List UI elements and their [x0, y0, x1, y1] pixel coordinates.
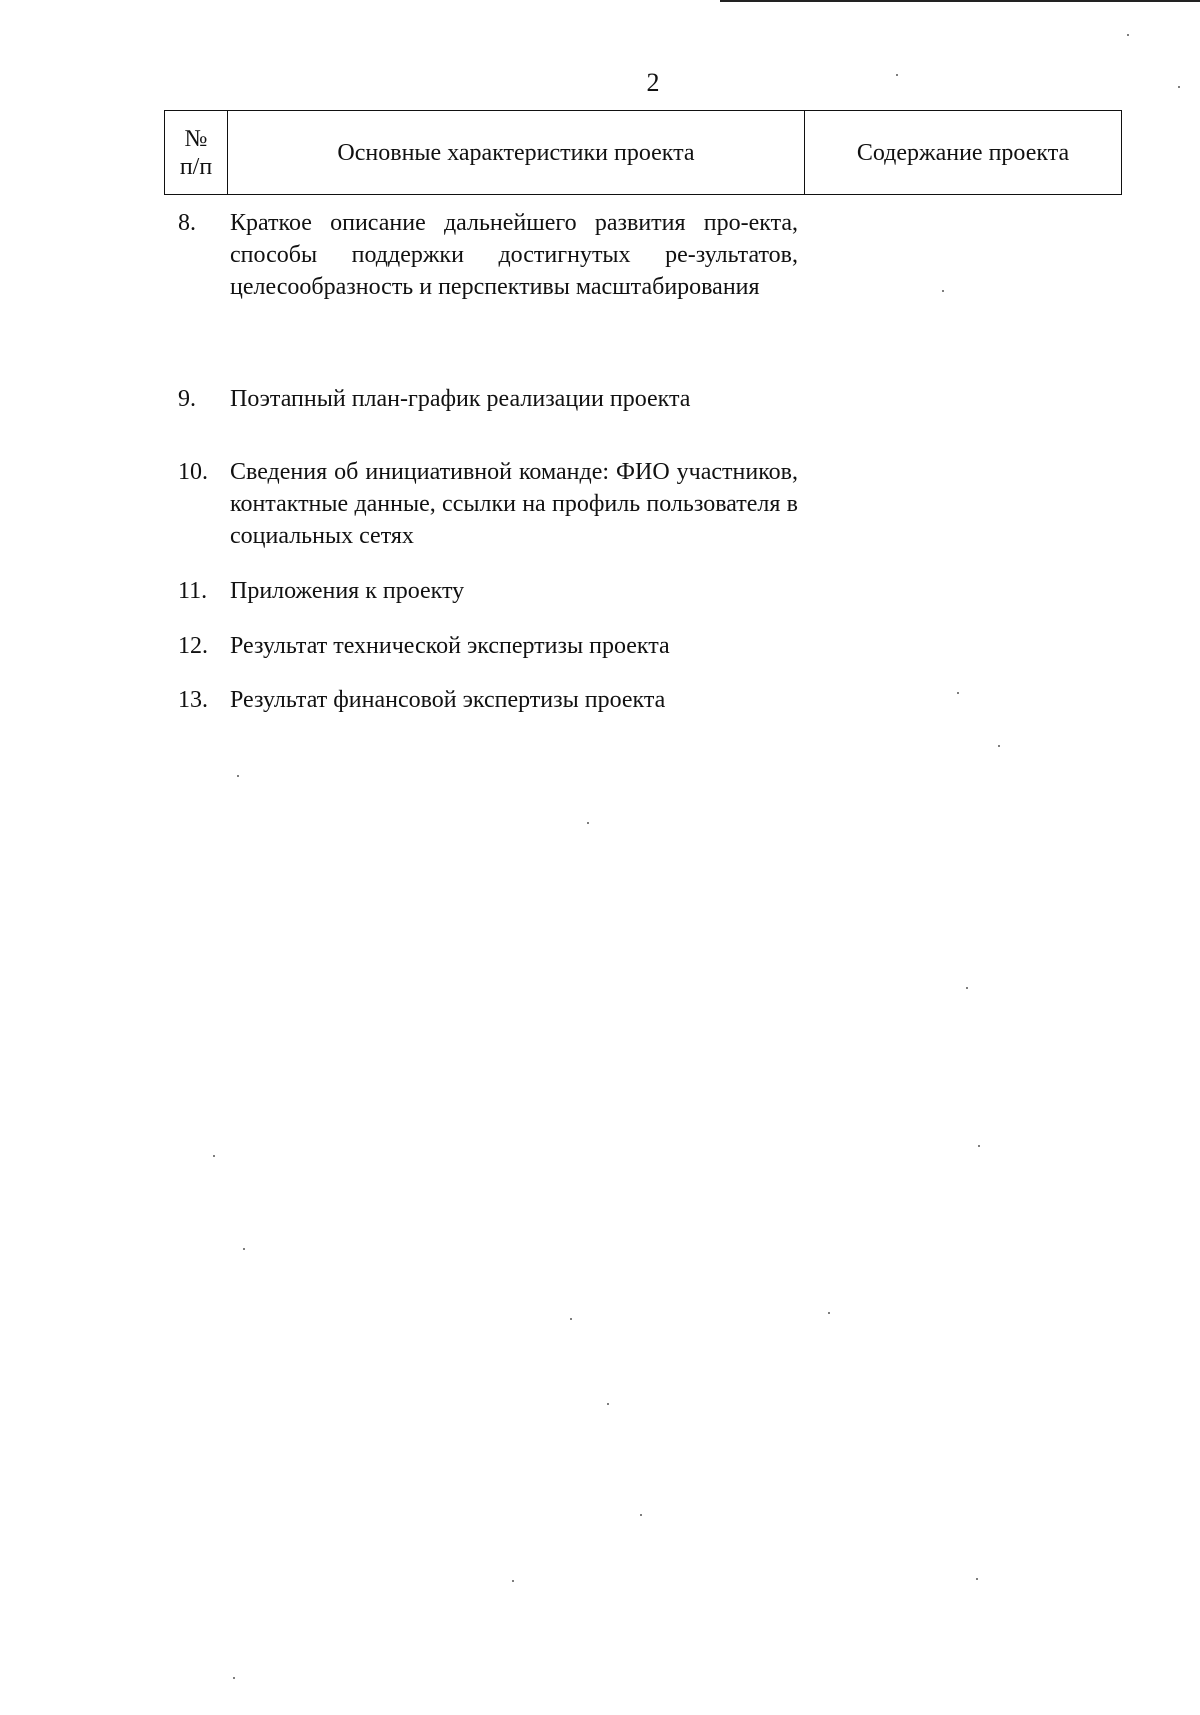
list-item — [178, 383, 798, 415]
header-cell-content: Содержание проекта — [856, 139, 1070, 166]
item-number: 13. — [178, 687, 208, 713]
scan-speck — [1178, 86, 1180, 88]
table-header — [164, 110, 1122, 195]
header-number-abbrev: п/п — [179, 153, 213, 180]
scan-speck — [512, 1580, 514, 1582]
list-item — [178, 630, 798, 662]
scan-top-edge-line — [720, 0, 1200, 2]
scan-speck — [587, 822, 589, 824]
scan-speck — [942, 290, 944, 292]
item-text: Результат финансовой экспертизы проекта — [230, 687, 666, 713]
header-number-symbol: № — [184, 125, 208, 152]
scan-speck — [966, 987, 968, 989]
item-number: 11. — [178, 578, 208, 604]
list-item — [178, 207, 798, 303]
scan-speck — [957, 692, 959, 694]
item-number: 12. — [178, 633, 208, 659]
item-number: 9. — [178, 386, 196, 412]
scan-speck — [998, 745, 1000, 747]
item-text: Поэтапный план-график реализации проекта — [230, 386, 691, 412]
scan-speck — [896, 74, 898, 76]
scan-speck — [570, 1318, 572, 1320]
list-item — [178, 684, 798, 716]
list-item — [178, 575, 798, 607]
header-cell-number — [165, 111, 228, 194]
item-number: 8. — [178, 210, 196, 236]
item-text: Краткое описание дальнейшего развития про-екта, способы поддержки достигнутых ре-зультатов, целесообразность и перспективы масштабирования — [230, 210, 798, 300]
header-cell-characteristics: Основные характеристики проекта — [228, 111, 805, 194]
scan-speck — [607, 1403, 609, 1405]
item-text: Приложения к проекту — [230, 578, 465, 604]
page-number: 2 — [646, 68, 660, 97]
item-number: 10. — [178, 459, 208, 485]
scan-speck — [1127, 34, 1129, 36]
scan-speck — [233, 1677, 235, 1679]
item-text: Результат технической экспертизы проекта — [230, 633, 670, 659]
scan-speck — [243, 1248, 245, 1250]
scan-speck — [976, 1578, 978, 1580]
scan-speck — [828, 1312, 830, 1314]
list-item — [178, 456, 798, 552]
scan-speck — [213, 1155, 215, 1157]
item-text: Сведения об инициативной команде: ФИО участников, контактные данные, ссылки на профиль пользователя в социальных сетях — [230, 459, 798, 549]
scan-speck — [237, 775, 239, 777]
scan-speck — [978, 1145, 980, 1147]
scan-speck — [640, 1514, 642, 1516]
